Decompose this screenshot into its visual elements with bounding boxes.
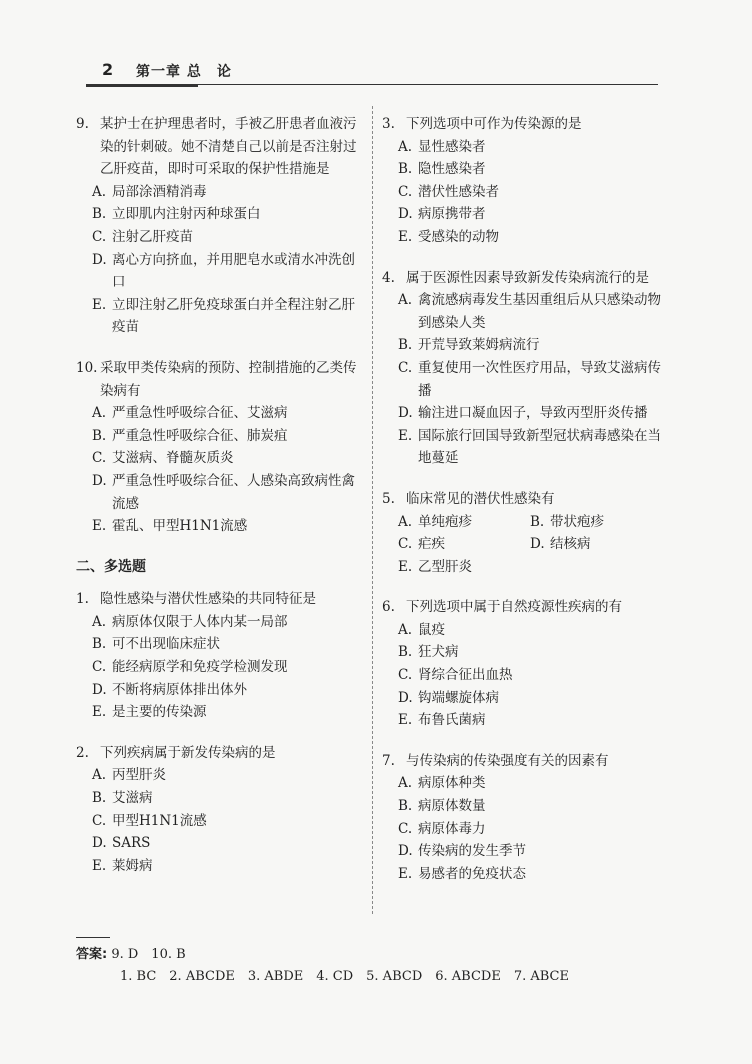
option-text: 病原体仅限于人体内某一局部 [112,613,288,630]
option-letter: B. [92,636,107,653]
option-letter: E. [398,228,413,245]
option-b [398,334,662,357]
option-letter: C. [398,536,413,553]
option-c [92,447,362,470]
option-c [398,357,662,402]
option-e [92,294,362,339]
option-text: 潜伏性感染者 [418,183,499,200]
option-text: 可不出现临床症状 [112,636,220,653]
option-e [92,515,362,538]
option-text: 易感者的免疫状态 [418,865,526,882]
right-column [382,113,662,903]
option-letter: A. [92,767,107,784]
option-letter: B. [398,798,413,815]
option-letter: E. [398,427,413,444]
option-text: 肾综合征出血热 [418,667,513,684]
option-e [398,226,662,249]
question-m7 [382,750,662,886]
option-text: 带状疱疹 [550,513,604,530]
option-letter: C. [398,667,413,684]
option-text: 布鲁氏菌病 [418,712,486,729]
option-text: 霍乱、甲型H1N1流感 [112,518,248,535]
question-text: 下列选项中属于自然疫源性疾病的有 [406,599,622,616]
option-c [92,656,362,679]
answer-block [76,944,569,988]
option-text: 开荒导致莱姆病流行 [418,337,540,354]
answer-rule [76,937,110,938]
option-text: 输注进口凝血因子，导致丙型肝炎传播 [418,405,648,422]
option-a [92,611,362,634]
option-c [92,810,362,833]
question-number: 2. [76,744,89,761]
column-divider [372,106,373,914]
option-letter: B. [398,644,413,661]
question-text: 某护士在护理患者时，手被乙肝患者血液污染的针刺破。她不清楚自己以前是否注射过乙肝疫苗，即时可采取的保护性措施是 [100,116,357,178]
option-letter: A. [398,138,413,155]
option-text: 立即注射乙肝免疫球蛋白并全程注射乙肝疫苗 [112,296,355,336]
answer-line-1 [76,944,569,966]
option-c [398,664,662,687]
question-number: 5. [382,490,395,507]
question-m1 [76,588,362,724]
option-letter: D. [92,835,107,852]
option-letter: B. [92,427,107,444]
question-stem [382,267,662,290]
option-text: 显性感染者 [418,138,486,155]
question-number: 7. [382,752,395,769]
option-letter: B. [92,206,107,223]
option-letter: B. [398,161,413,178]
option-letter: D. [92,251,107,268]
option-b [530,511,662,534]
option-letter: D. [398,206,413,223]
option-letter: E. [92,296,107,313]
question-m5 [382,488,662,578]
option-a [398,136,662,159]
option-d [92,470,362,515]
option-e [398,556,530,579]
option-row [398,556,662,579]
question-9 [76,113,362,339]
option-b [92,787,362,810]
option-e [398,863,662,886]
option-text: 是主要的传染源 [112,704,207,721]
option-text: 离心方向挤血，并用肥皂水或清水冲洗创口 [112,251,355,291]
option-text: 立即肌内注射丙种球蛋白 [112,206,261,223]
question-10 [76,357,362,538]
option-letter: D. [398,689,413,706]
option-a [398,619,662,642]
option-letter: A. [398,292,413,309]
question-stem [76,588,362,611]
option-d [398,402,662,425]
option-letter: B. [92,790,107,807]
option-text: 不断将病原体排出体外 [112,681,247,698]
question-number: 9. [76,116,89,132]
option-e [398,425,662,470]
question-m3 [382,113,662,249]
question-m2 [76,742,362,878]
question-text: 与传染病的传染强度有关的因素有 [406,752,609,769]
option-b [92,425,362,448]
question-stem [76,742,362,765]
option-b [398,795,662,818]
option-a [92,402,362,425]
option-text: 受感染的动物 [418,228,499,245]
option-a [398,772,662,795]
option-text: 严重急性呼吸综合征、肺炭疽 [112,427,288,444]
option-letter: C. [398,183,413,200]
question-text: 隐性感染与潜伏性感染的共同特征是 [100,591,316,608]
option-text: 艾滋病、脊髓灰质炎 [112,450,234,467]
question-number: 3. [382,116,395,132]
option-text: 重复使用一次性医疗用品，导致艾滋病传播 [418,359,661,399]
option-c [398,181,662,204]
option-text: 结核病 [550,536,591,553]
option-row [398,533,662,556]
question-text: 下列疾病属于新发传染病的是 [100,744,276,761]
option-letter: E. [92,704,107,721]
option-letter: E. [92,857,107,874]
option-a [92,181,362,204]
option-letter: E. [398,712,413,729]
option-text: 传染病的发生季节 [418,843,526,860]
option-text: 甲型H1N1流感 [112,812,207,829]
section-heading: 二、多选题 [76,558,146,575]
option-b [398,158,662,181]
option-letter: B. [530,513,545,530]
option-text: 鼠疫 [418,621,445,638]
option-letter: D. [92,472,107,489]
option-b [92,203,362,226]
page-header [86,60,658,84]
option-d [398,203,662,226]
option-text: 乙型肝炎 [418,558,472,575]
option-text: 注射乙肝疫苗 [112,228,193,245]
option-e [92,855,362,878]
option-letter: C. [398,820,413,837]
option-text: 病原体种类 [418,775,486,792]
option-text: 禽流感病毒发生基因重组后从只感染动物到感染人类 [418,292,661,331]
option-text: 病原体数量 [418,798,486,815]
option-e [92,701,362,724]
option-text: 艾滋病 [112,790,153,807]
option-letter: C. [92,228,107,245]
option-text: 莱姆病 [112,857,153,874]
answer-text-2: 1. BC 2. ABCDE 3. ABDE 4. CD 5. ABCD 6. ABCDE 7. ABCE [120,969,569,984]
option-letter: D. [92,681,107,698]
option-letter: A. [398,775,413,792]
option-text: 局部涂酒精消毒 [112,183,207,200]
answer-label: 答案: [76,947,108,962]
question-stem [382,488,662,511]
option-letter: A. [398,513,413,530]
option-text: 国际旅行回国导致新型冠状病毒感染在当地蔓延 [418,427,661,467]
option-text: 病原体毒力 [418,820,486,837]
page-number: 2 [102,60,114,79]
header-rule-accent [86,84,198,87]
question-number: 6. [382,599,395,616]
option-a [398,511,530,534]
left-column [76,113,362,895]
option-letter: E. [92,518,107,535]
question-text: 临床常见的潜伏性感染有 [406,490,555,507]
question-stem [382,596,662,619]
option-e [398,709,662,732]
option-text: 隐性感染者 [418,161,486,178]
option-text: SARS [112,835,151,852]
option-text: 狂犬病 [418,644,459,661]
option-letter: C. [92,659,107,676]
chapter-title: 第一章 总 论 [136,64,232,80]
option-letter: E. [398,865,413,882]
question-stem [382,750,662,773]
question-text: 采取甲类传染病的预防、控制措施的乙类传染病有 [100,359,357,399]
option-c [398,533,530,556]
option-letter: D. [398,405,413,422]
option-text: 严重急性呼吸综合征、艾滋病 [112,405,288,422]
option-d [92,679,362,702]
option-letter: A. [92,613,107,630]
option-d [530,533,662,556]
option-d [92,832,362,855]
question-stem [76,113,362,181]
option-c [92,226,362,249]
question-number: 1. [76,591,89,608]
option-letter: D. [398,843,413,860]
question-stem [382,113,662,136]
option-letter: A. [92,183,107,200]
option-letter: C. [92,812,107,829]
option-letter: C. [92,450,107,467]
option-text: 钩端螺旋体病 [418,689,499,706]
option-letter: C. [398,359,413,376]
question-number: 4. [382,269,395,286]
question-m4 [382,267,662,470]
option-text: 能经病原学和免疫学检测发现 [112,659,288,676]
option-text: 单纯疱疹 [418,513,472,530]
option-row [398,511,662,534]
question-text: 下列选项中可作为传染源的是 [406,116,582,132]
option-letter: D. [530,536,545,553]
option-a [92,764,362,787]
question-text: 属于医源性因素导致新发传染病流行的是 [406,269,649,286]
question-number: 10. [76,359,98,376]
option-text: 病原携带者 [418,206,486,223]
option-d [92,249,362,294]
answer-text-1: 9. D 10. B [111,947,186,962]
option-letter: E. [398,558,413,575]
option-d [398,840,662,863]
option-text: 丙型肝炎 [112,767,166,784]
option-b [398,641,662,664]
option-d [398,687,662,710]
option-b [92,633,362,656]
question-m6 [382,596,662,732]
option-text: 疟疾 [418,536,445,553]
option-letter: B. [398,337,413,354]
option-letter: A. [92,405,107,422]
option-letter: A. [398,621,413,638]
question-stem [76,357,362,402]
option-c [398,818,662,841]
option-a [398,289,662,334]
option-text: 严重急性呼吸综合征、人感染高致病性禽流感 [112,472,355,512]
